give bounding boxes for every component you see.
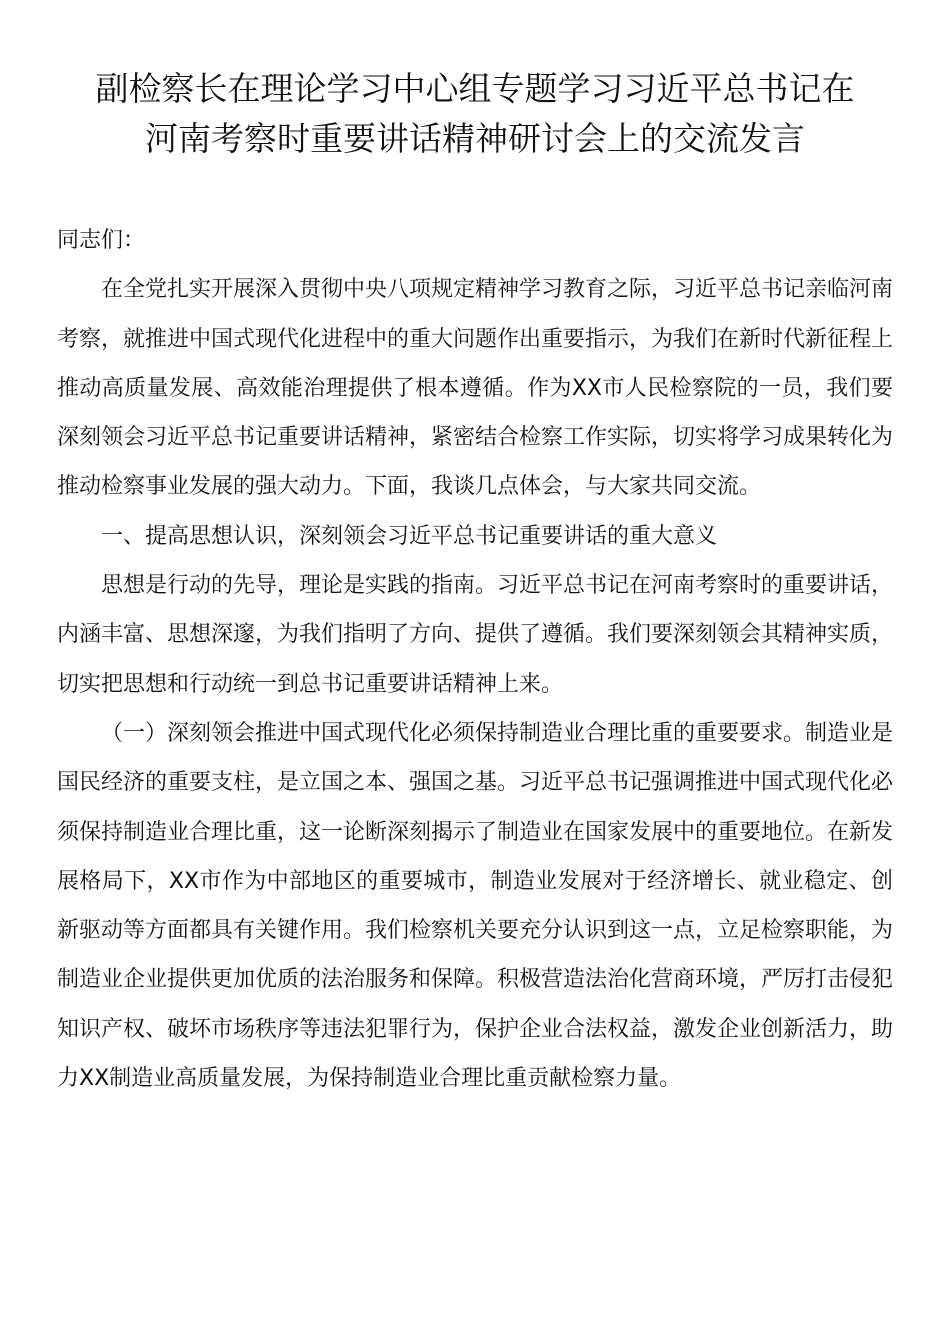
document-page <box>57 64 893 1103</box>
section-heading-1: 一、提高思想认识，深刻领会习近平总书记重要讲话的重大意义 <box>101 523 718 549</box>
document-title <box>57 64 893 164</box>
paragraph-subsection-1: （一）深刻领会推进中国式现代化必须保持制造业合理比重的重要要求。制造业是国民经济的重要支柱，是立国之本、强国之基。习近平总书记强调推进中国式现代化必须保持制造业合理比重，这一论断深刻揭示了制造业在国家发展中的重要地位。在新发展格局下，XX市作为中部地区的重要城市，制造业发展对于经济增长、就业稳定、创新驱动等方面都具有关键作用。我们检察机关要充分认识到这一点，立足检察职能，为制造业企业提供更加优质的法治服务和保障。积极营造法治化营商环境，严厉打击侵犯知识产权、破坏市场秩序等违法犯罪行为，保护企业合法权益，激发企业创新活力，助力XX制造业高质量发展，为保持制造业合理比重贡献检察力量。 <box>57 720 894 1092</box>
document-body <box>57 216 893 1103</box>
title-line-1: 副检察长在理论学习中心组专题学习习近平总书记在 <box>95 69 855 108</box>
title-line-2: 河南考察时重要讲话精神研讨会上的交流发言 <box>145 119 805 158</box>
paragraph-section-1: 思想是行动的先导，理论是实践的指南。习近平总书记在河南考察时的重要讲话，内涵丰富、思想深邃，为我们指明了方向、提供了遵循。我们要深刻领会其精神实质，切实把思想和行动统一到总书记重要讲话精神上来。 <box>57 573 894 697</box>
salutation: 同志们： <box>57 228 146 253</box>
paragraph-intro: 在全党扎实开展深入贯彻中央八项规定精神学习教育之际，习近平总书记亲临河南考察，就推进中国式现代化进程中的重大问题作出重要指示，为我们在新时代新征程上推动高质量发展、高效能治理提供了根本遵循。作为XX市人民检察院的一员，我们要深刻领会习近平总书记重要讲话精神，紧密结合检察工作实际，切实将学习成果转化为推动检察事业发展的强大动力。下面，我谈几点体会，与大家共同交流。 <box>57 277 894 500</box>
